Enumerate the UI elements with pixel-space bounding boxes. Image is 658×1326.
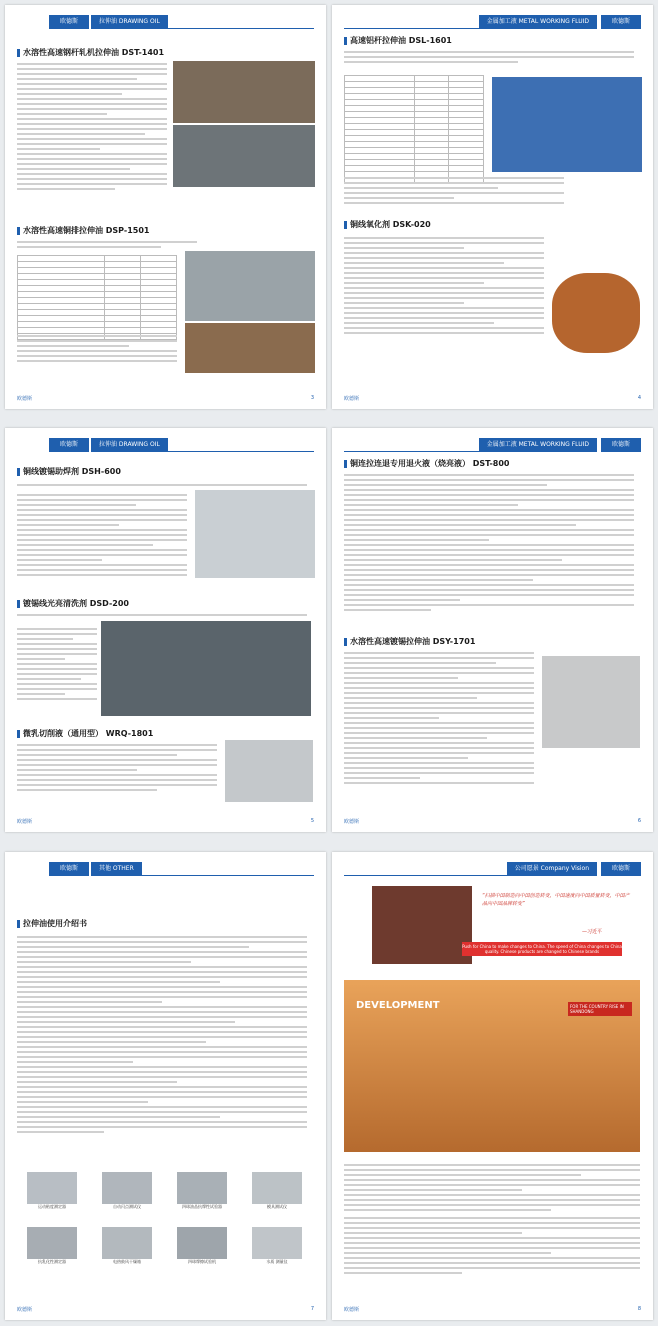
section-tag: 拉伸油 DRAWING OIL	[91, 15, 168, 29]
equipment-item: 四球油品抗摩性试验器	[167, 1172, 237, 1210]
footer-brand: 欧德斯	[17, 396, 33, 402]
cleaning-bath-photo	[101, 621, 311, 716]
footer-brand: 欧德斯	[17, 1307, 33, 1313]
tin-wire-spools-photo	[195, 490, 315, 578]
page-4	[332, 5, 653, 409]
equipment-item: 水质 测量仪	[242, 1227, 312, 1265]
equipment-grid	[17, 1172, 313, 1282]
product-photo	[185, 323, 315, 373]
brand-logo: 欧德斯	[601, 15, 641, 29]
english-banner: Push for China to make changes to China. The speed of China changes to China quality. Chinese products are changed to Chinese brands	[462, 944, 622, 954]
quote-author: —习近平	[582, 929, 603, 935]
section-title: 铜线氧化剂 DSK-020	[350, 220, 431, 229]
page-number: 6	[637, 818, 641, 824]
barrels-photo	[492, 77, 642, 172]
factory-photo	[173, 61, 315, 123]
page-8	[332, 852, 653, 1320]
equipment-item: 抗乳化性测定器	[17, 1227, 87, 1265]
spec-table	[344, 75, 484, 184]
section-tag: 金属加工液 METAL WORKING FLUID	[479, 15, 597, 29]
section-title: 镀锡线光亮清洗剂 DSD-200	[23, 599, 129, 608]
factory-photo	[173, 125, 315, 187]
spec-table	[17, 255, 177, 340]
page-3	[5, 5, 326, 409]
section-title: 水溶性高速铜排拉伸油 DSP-1501	[23, 226, 150, 235]
vision-quote: “扫描中国制造向中国创造转变，中国速度向中国质量转变，中国产品向中国品牌转变”	[482, 893, 630, 907]
page-6	[332, 428, 653, 832]
footer-brand: 欧德斯	[344, 396, 360, 402]
equipment-item: 模具测试仪	[242, 1172, 312, 1210]
equipment-item: 四球摩擦试验机	[167, 1227, 237, 1265]
equipment-item: 运动粘度测定器	[17, 1172, 87, 1210]
brand-logo: 欧德斯	[49, 862, 89, 876]
product-photo	[185, 251, 315, 321]
page-7	[5, 852, 326, 1320]
section-tag: 拉伸油 DRAWING OIL	[91, 438, 168, 452]
page-number: 7	[310, 1306, 314, 1312]
footer-brand: 欧德斯	[344, 1307, 360, 1313]
section-title: 拉伸油使用介绍书	[23, 919, 87, 928]
equipment-item: 电热鼓风干燥箱	[92, 1227, 162, 1265]
brand-logo: 欧德斯	[601, 862, 641, 876]
development-title: DEVELOPMENT	[356, 1000, 440, 1011]
footer-brand: 欧德斯	[17, 819, 33, 825]
footer-brand: 欧德斯	[344, 819, 360, 825]
copper-coil-photo	[552, 273, 640, 353]
development-subtitle: FOR THE COUNTRY RISE IN SHANDONG	[568, 1002, 632, 1016]
section-title: 微乳切削液（通用型） WRQ-1801	[23, 729, 154, 738]
cnc-machine-photo	[225, 740, 313, 802]
section-title: 铜线镀锡助焊剂 DSH-600	[23, 467, 121, 476]
page-number: 5	[310, 818, 314, 824]
page-5	[5, 428, 326, 832]
page-number: 3	[310, 395, 314, 401]
section-title: 高速铝杆拉伸油 DSL-1601	[350, 36, 452, 45]
brand-logo: 欧德斯	[49, 438, 89, 452]
brand-logo: 欧德斯	[49, 15, 89, 29]
brand-logo: 欧德斯	[601, 438, 641, 452]
page-number: 4	[637, 395, 641, 401]
portrait-photo	[372, 886, 472, 964]
section-tag: 其他 OTHER	[91, 862, 142, 876]
page-number: 8	[637, 1306, 641, 1312]
equipment-item: 自动闪点测试仪	[92, 1172, 162, 1210]
section-tag: 金属加工液 METAL WORKING FLUID	[479, 438, 597, 452]
section-title: 水溶性高速镀锡拉伸油 DSY-1701	[350, 637, 476, 646]
section-tag: 公司愿景 Company Vision	[507, 862, 597, 876]
section-title: 水溶性高速钢杆轧机拉伸油 DST-1401	[23, 48, 165, 57]
tinned-wire-spools-photo	[542, 656, 640, 748]
section-title: 铜连拉连退专用退火液（烧亮液） DST-800	[350, 459, 510, 468]
